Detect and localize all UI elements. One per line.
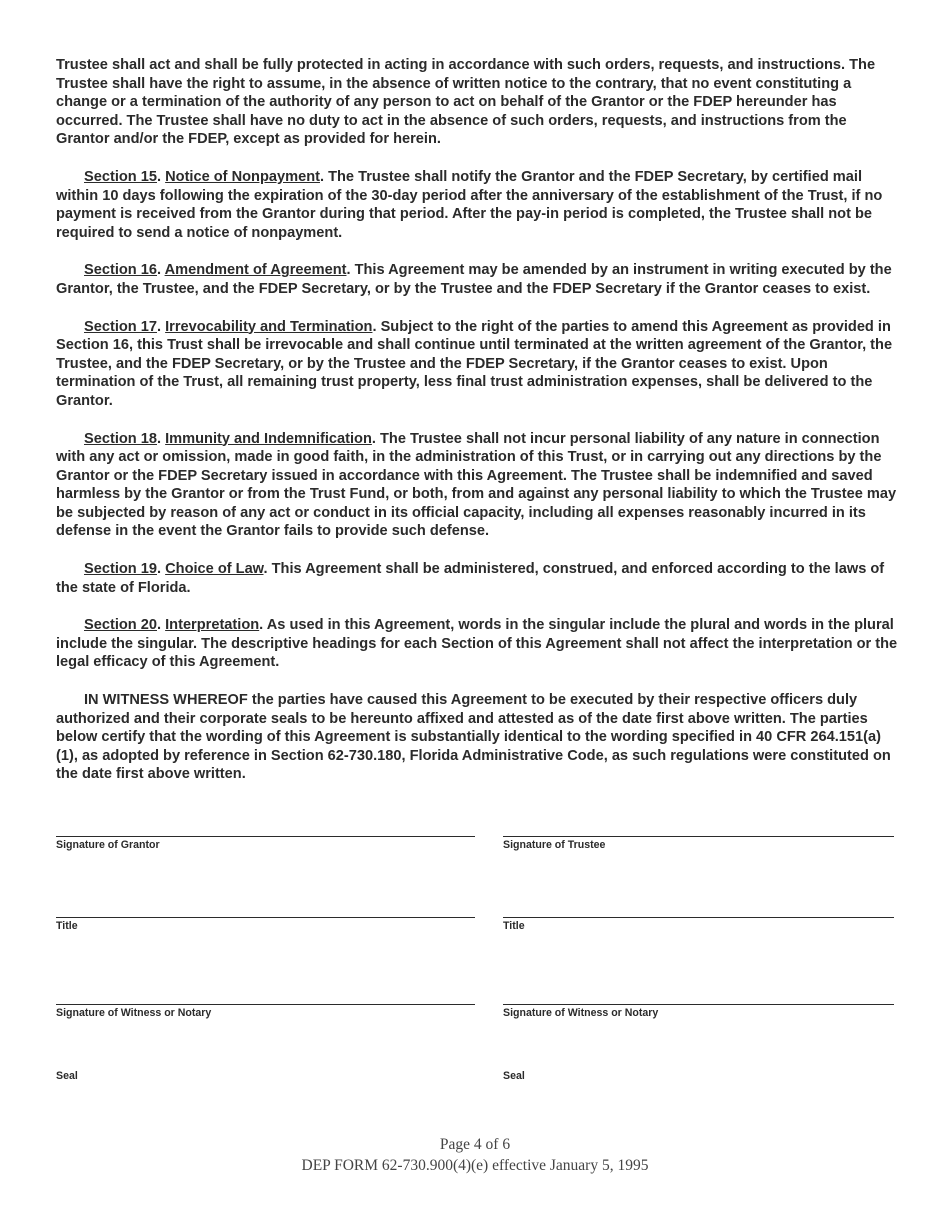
grantor-signature-field[interactable] (56, 836, 475, 851)
page-footer (0, 1134, 950, 1176)
section-19-heading: Choice of Law (165, 561, 264, 578)
grantor-seal-label: Seal (56, 1070, 78, 1082)
trustee-seal-label: Seal (503, 1070, 525, 1082)
section-17-heading: Irrevocability and Termination (165, 318, 373, 335)
trustee-witness-label: Signature of Witness or Notary (503, 1007, 659, 1019)
signature-line (56, 836, 475, 837)
section-16-number: Section 16 (84, 262, 157, 279)
signature-block (56, 836, 894, 1086)
grantor-title-label: Title (56, 920, 78, 932)
section-15-text: The Trustee shall notify the Grantor and the FDEP Secretary, by certified mail within 10 days following the expiration of the 30-day period after the anniversary of the establishment of the Trust, if no payment is received from the Grantor during that period. After the pay-in period is completed, the Trustee shall not be required to send a notice of nonpayment. (56, 168, 883, 241)
document-body (56, 56, 902, 803)
trustee-signature-label: Signature of Trustee (503, 839, 606, 851)
section-17-number: Section 17 (84, 318, 157, 335)
section-18-heading: Immunity and Indemnification (165, 430, 372, 447)
section-18-paragraph: Section 18. Immunity and Indemnification. The Trustee shall not incur personal liability of any nature in connection with any act or omission, made in good faith, in the administration of this Trust, or in carrying out any directions by the Grantor or the FDEP Secretary issued in accordance with this Agreement. The Trustee shall be indemnified and saved harmless by the Grantor or from the Trust Fund, or both, from and against any personal liability to which the Trustee may be subjected by reason of any act or conduct in its official capacity, including all expenses reasonably incurred in its defense in the event the Grantor fails to provide such defense. (56, 430, 897, 540)
page-number: Page 4 of 6 (439, 1136, 511, 1153)
section-19-text: This Agreement shall be administered, construed, and enforced according to the laws of the state of Florida. (56, 561, 885, 596)
grantor-witness-field[interactable] (56, 1004, 475, 1019)
trustee-title-label: Title (503, 920, 525, 932)
section-20-paragraph: Section 20. Interpretation. As used in this Agreement, words in the singular include the plural and words in the plural include the singular. The descriptive headings for each Section of this Agreement shall not affect the interpretation or the legal efficacy of this Agreement. (56, 617, 898, 671)
signature-line (503, 1004, 894, 1005)
grantor-witness-label: Signature of Witness or Notary (56, 1007, 212, 1019)
section-19-number: Section 19 (84, 561, 157, 578)
trustee-witness-field[interactable] (503, 1004, 894, 1019)
section-17-text: Subject to the right of the parties to amend this Agreement as provided in Section 16, this Trust shall be irrevocable and shall continue until terminated at the written agreement of the Grantor, the Trustee, and the FDEP Secretary, or by the Trustee and the FDEP Secretary, if the Grantor ceases to exist. Upon termination of the Trust, all remaining trust property, less final trust administration expenses, shall be delivered to the Grantor. (56, 318, 893, 409)
section-16-text: This Agreement may be amended by an instrument in writing executed by the Grantor, the Trustee, and the FDEP Secretary, or by the Trustee and the FDEP Secretary if the Grantor ceases to exist. (56, 262, 892, 297)
witness-paragraph: IN WITNESS WHEREOF the parties have caused this Agreement to be executed by their respective officers duly authorized and their corporate seals to be hereunto affixed and attested as of the date first above written. The parties below certify that the wording of this Agreement is substantially identical to the wording specified in 40 CFR 264.151(a)(1), as adopted by reference in Section 62-730.180, Florida Administrative Code, as such regulations were constituted on the date first above written. (56, 692, 891, 783)
section-15-paragraph: Section 15. Notice of Nonpayment. The Trustee shall notify the Grantor and the FDEP Secretary, by certified mail within 10 days following the expiration of the 30-day period after the anniversary of the establishment of the Trust, if no payment is received from the Grantor during that period. After the pay-in period is completed, the Trustee shall not be required to send a notice of nonpayment. (56, 168, 883, 241)
section-15-number: Section 15 (84, 168, 157, 185)
grantor-seal-field (56, 1068, 475, 1082)
section-17-paragraph: Section 17. Irrevocability and Termination. Subject to the right of the parties to amend this Agreement as provided in Section 16, this Trust shall be irrevocable and shall continue until terminated at the written agreement of the Grantor, the Trustee, and the FDEP Secretary, or by the Trustee and the FDEP Secretary, if the Grantor ceases to exist. Upon termination of the Trust, all remaining trust property, less final trust administration expenses, shall be delivered to the Grantor. (56, 318, 893, 409)
form-reference: DEP FORM 62-730.900(4)(e) effective January 5, 1995 (301, 1157, 649, 1174)
section-18-text: The Trustee shall not incur personal liability of any nature in connection with any act or omission, made in good faith, in the administration of this Trust, or in carrying out any directions by the Grantor or the FDEP Secretary issued in accordance with this Agreement. The Trustee shall be indemnified and saved harmless by the Grantor or from the Trust Fund, or both, from and against any personal liability to which the Trustee may be subjected by reason of any act or conduct in its official capacity, including all expenses reasonably incurred in its defense in the event the Grantor fails to provide such defense. (56, 430, 897, 540)
trustee-signature-field[interactable] (503, 836, 894, 851)
section-16-heading: Amendment of Agreement (164, 262, 347, 279)
section-16-paragraph: Section 16. Amendment of Agreement. This Agreement may be amended by an instrument in writing executed by the Grantor, the Trustee, and the FDEP Secretary, or by the Trustee and the FDEP Secretary if the Grantor ceases to exist. (56, 262, 892, 297)
section-15-heading: Notice of Nonpayment (165, 168, 320, 185)
signature-line (56, 1004, 475, 1005)
signature-line (503, 917, 894, 918)
section-20-text: As used in this Agreement, words in the singular include the plural and words in the plural include the singular. The descriptive headings for each Section of this Agreement shall not affect the interpretation or the legal efficacy of this Agreement. (56, 617, 898, 671)
section-20-heading: Interpretation (165, 617, 260, 634)
signature-line (56, 917, 475, 918)
section-19-paragraph: Section 19. Choice of Law. This Agreement shall be administered, construed, and enforced according to the laws of the state of Florida. (56, 561, 885, 596)
section-18-number: Section 18 (84, 430, 157, 447)
trustee-title-field[interactable] (503, 917, 894, 932)
intro-paragraph: Trustee shall act and shall be fully protected in acting in accordance with such orders, requests, and instructions. The Trustee shall have the right to assume, in the absence of written notice to the contrary, that no event constituting a change or a termination of the authority of any person to act on behalf of the Grantor or the FDEP hereunder has occurred. The Trustee shall have no duty to act in the absence of such orders, requests, and instructions from the Grantor and/or the FDEP, except as provided for herein. (56, 57, 876, 148)
section-20-number: Section 20 (84, 617, 157, 634)
trustee-seal-field (503, 1068, 894, 1082)
grantor-signature-label: Signature of Grantor (56, 839, 160, 851)
grantor-title-field[interactable] (56, 917, 475, 932)
signature-line (503, 836, 894, 837)
